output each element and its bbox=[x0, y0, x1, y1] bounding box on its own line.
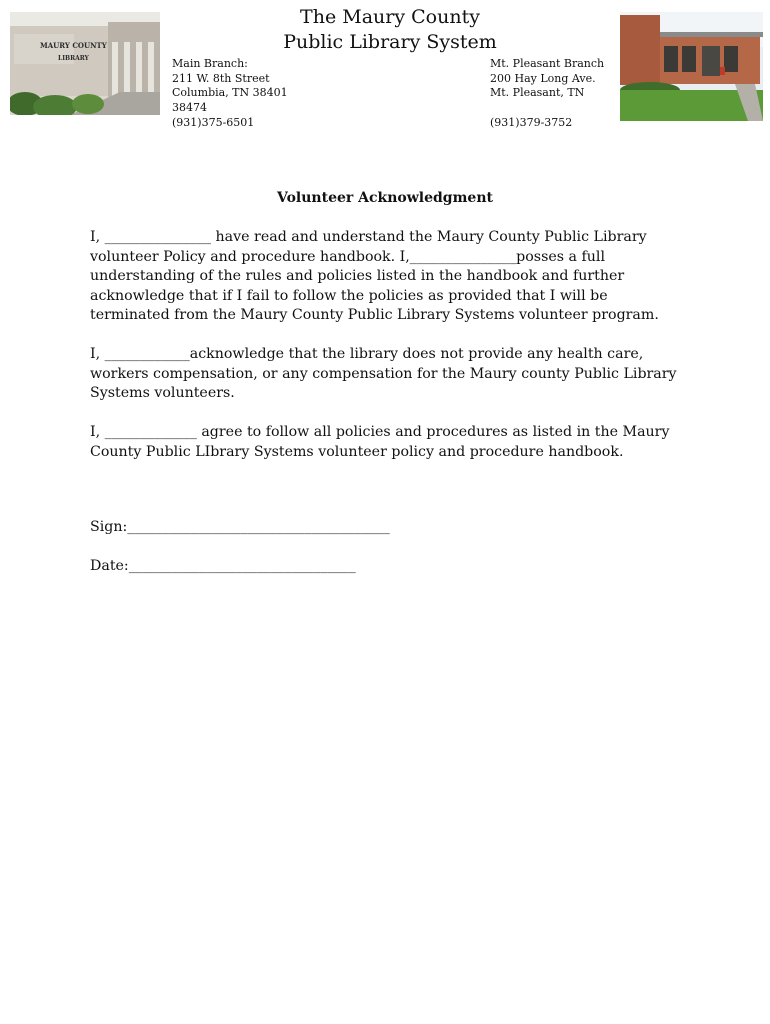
mt-pleasant-street: 200 Hay Long Ave. bbox=[490, 71, 596, 85]
main-branch-phone: (931)375-6501 bbox=[172, 115, 255, 129]
title-line-1: The Maury County bbox=[300, 6, 480, 28]
main-branch-address bbox=[172, 57, 292, 131]
paragraph-line: workers compensation, or any compensation for the Maury county Public Library bbox=[90, 365, 677, 382]
document-heading: Volunteer Acknowledgment bbox=[277, 190, 493, 206]
paragraph-agree-policies bbox=[90, 423, 690, 462]
paragraph-line: I, ____________acknowledge that the library does not provide any health care, bbox=[90, 346, 644, 362]
paragraph-line: I, _____________ agree to follow all policies and procedures as listed in the Maury bbox=[90, 424, 670, 440]
paragraph-line: Systems volunteers. bbox=[90, 385, 235, 401]
main-branch-label: Main Branch: bbox=[172, 57, 248, 70]
main-branch-city: Columbia, TN 38401 bbox=[172, 86, 288, 100]
mt-pleasant-branch-address bbox=[490, 57, 615, 131]
paragraph-no-compensation bbox=[90, 345, 690, 404]
mt-pleasant-phone: (931)379-3752 bbox=[490, 115, 573, 129]
svg-text:LIBRARY: LIBRARY bbox=[58, 55, 89, 62]
date-field[interactable]: Date:________________________________ bbox=[90, 558, 356, 574]
title-line-2: Public Library System bbox=[283, 31, 497, 53]
main-branch-photo bbox=[10, 12, 160, 115]
mt-pleasant-city: Mt. Pleasant, TN bbox=[490, 86, 585, 100]
paragraph-policy-understanding bbox=[90, 228, 690, 326]
acknowledgment-body bbox=[90, 228, 690, 482]
paragraph-line: terminated from the Maury County Public Library Systems volunteer program. bbox=[90, 307, 659, 323]
library-sign-text: MAURY COUNTY bbox=[40, 41, 107, 50]
main-branch-street: 211 W. 8th Street bbox=[172, 71, 270, 85]
paragraph-line: County Public LIbrary Systems volunteer policy and procedure handbook. bbox=[90, 443, 624, 460]
paragraph-line: I, _______________ have read and understand the Maury County Public Library bbox=[90, 229, 647, 245]
paragraph-line: volunteer Policy and procedure handbook. I,_______________posses a full bbox=[90, 248, 605, 265]
signature-field[interactable]: Sign:_____________________________________ bbox=[90, 519, 390, 535]
paragraph-line: acknowledge that if I fail to follow the policies as provided that I will be bbox=[90, 287, 608, 304]
main-branch-zip: 38474 bbox=[172, 101, 207, 115]
mt-pleasant-branch-photo bbox=[620, 12, 763, 121]
mt-pleasant-label: Mt. Pleasant Branch bbox=[490, 57, 605, 70]
library-system-title bbox=[230, 5, 550, 55]
paragraph-line: understanding of the rules and policies listed in the handbook and further bbox=[90, 268, 625, 284]
mt-pleasant-blank-line bbox=[490, 101, 615, 116]
